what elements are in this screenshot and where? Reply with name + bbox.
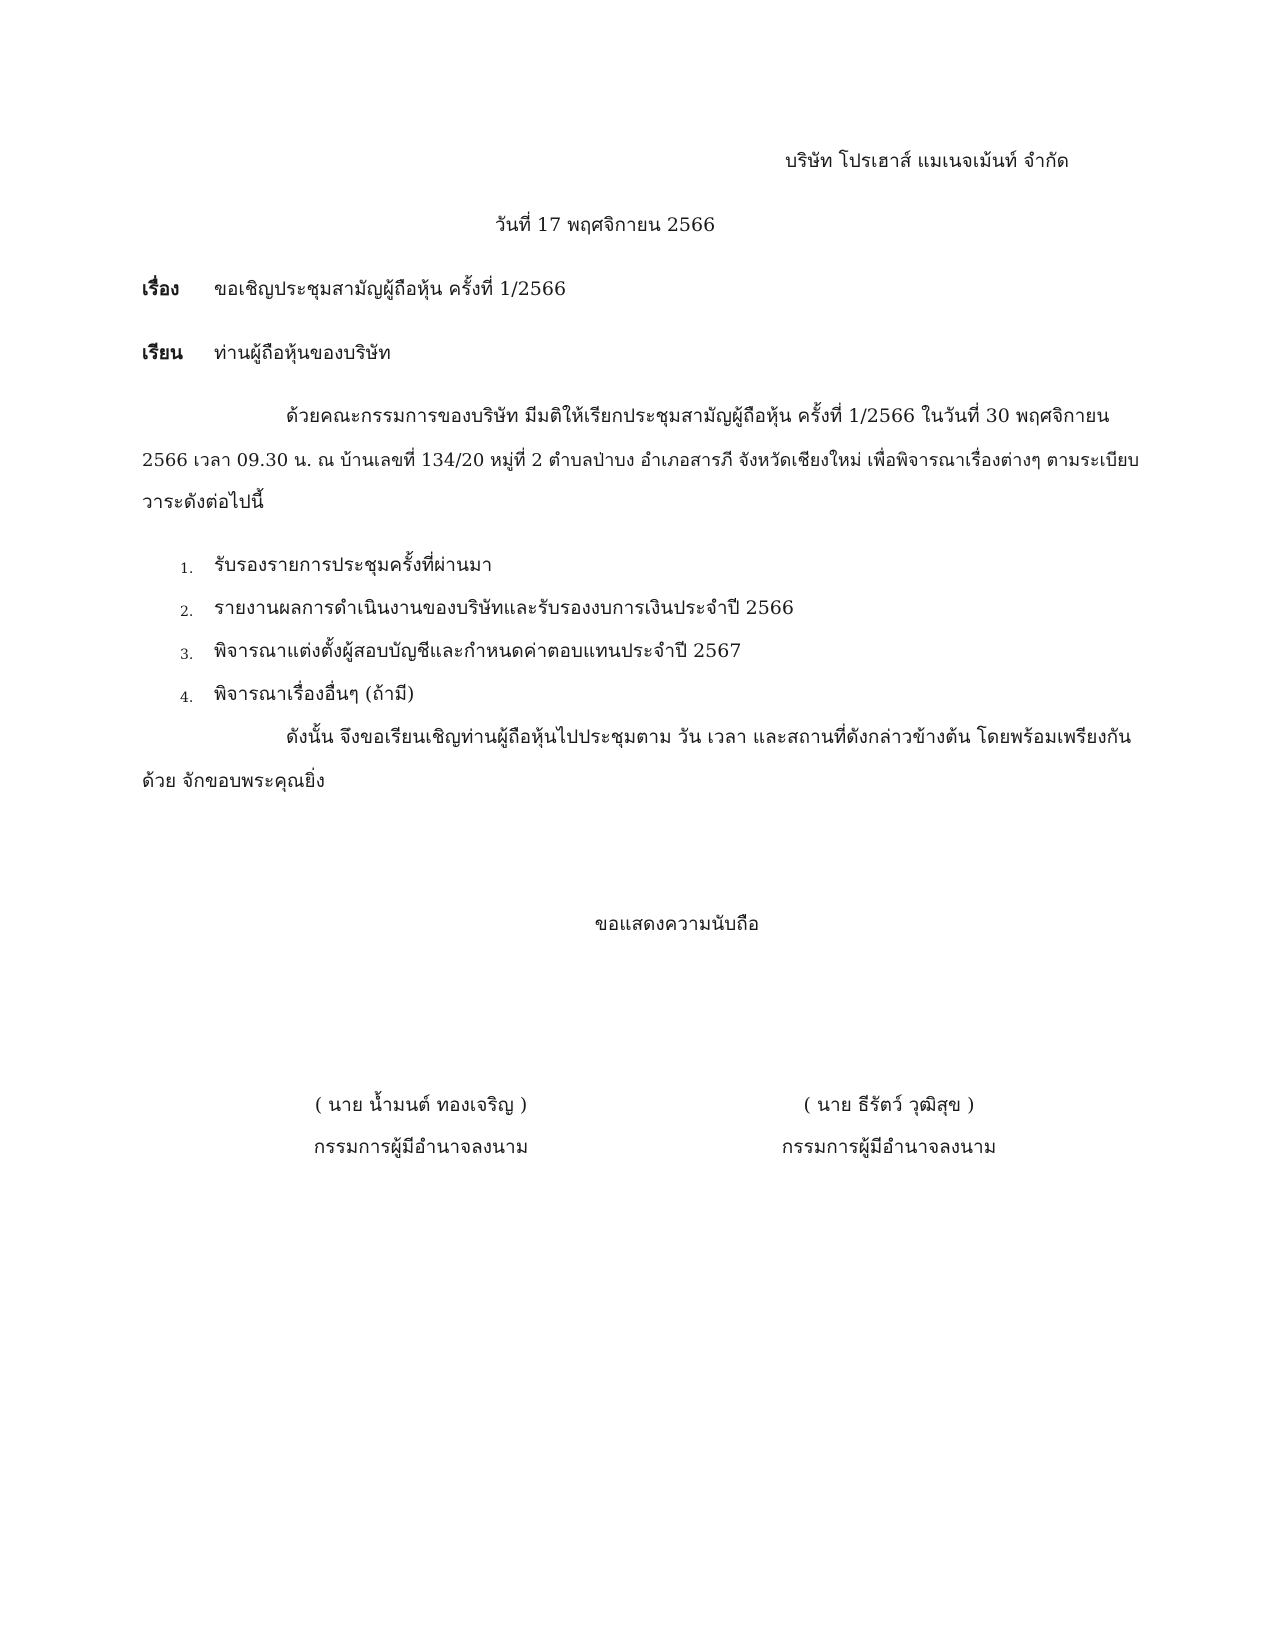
agenda-item: รายงานผลการดำเนินงานของบริษัทและรับรองงบการเงินประจำปี 2566 [214, 597, 794, 619]
subject-text: ขอเชิญประชุมสามัญผู้ถือหุ้น ครั้งที่ 1/2566 [214, 278, 567, 300]
agenda-number: 3. [180, 647, 194, 663]
letter-date: วันที่ 17 พฤศจิกายน 2566 [494, 214, 716, 236]
agenda-item: พิจารณาแต่งตั้งผู้สอบบัญชีและกำหนดค่าตอบแทนประจำปี 2567 [214, 640, 742, 662]
company-name: บริษัท โปรเฮาส์ แมเนจเม้นท์ จำกัด [785, 150, 1069, 172]
body-line-2: 2566 เวลา 09.30 น. ณ บ้านเลขที่ 134/20 หมู่ที่ 2 ตำบลป่าบง อำเภอสารภี จังหวัดเชียงใหม่ เพื่อพิจารณาเรื่องต่างๆ ตามระเบียบ [142, 450, 1140, 471]
subject-label: เรื่อง [142, 278, 180, 300]
body-line-3: วาระดังต่อไปนี้ [142, 491, 264, 513]
recipient-label: เรียน [142, 342, 183, 364]
closing-line-1: ดังนั้น จึงขอเรียนเชิญท่านผู้ถือหุ้นไปประชุมตาม วัน เวลา และสถานที่ดังกล่าวข้างต้น โดยพร้อมเพรียงกัน [286, 726, 1132, 748]
agenda-number: 4. [180, 690, 194, 706]
agenda-number: 1. [180, 561, 194, 577]
body-line-1: ด้วยคณะกรรมการของบริษัท มีมติให้เรียกประชุมสามัญผู้ถือหุ้น ครั้งที่ 1/2566 ในวันที่ 30 พฤศจิกายน [286, 405, 1110, 427]
signatory-title: กรรมการผู้มีอำนาจลงนาม [781, 1136, 997, 1158]
signatory-name: ( นาย ธีรัตว์ วุฒิสุข ) [803, 1094, 975, 1116]
agenda-number: 2. [180, 604, 194, 620]
sign-off: ขอแสดงความนับถือ [594, 913, 760, 935]
agenda-item: พิจารณาเรื่องอื่นๆ (ถ้ามี) [214, 683, 415, 705]
agenda-item: รับรองรายการประชุมครั้งที่ผ่านมา [214, 554, 493, 576]
recipient-text: ท่านผู้ถือหุ้นของบริษัท [214, 342, 391, 364]
closing-line-2: ด้วย จักขอบพระคุณยิ่ง [142, 770, 325, 792]
signatory-name: ( นาย น้ำมนต์ ทองเจริญ ) [314, 1094, 528, 1116]
signatory-title: กรรมการผู้มีอำนาจลงนาม [313, 1136, 529, 1158]
